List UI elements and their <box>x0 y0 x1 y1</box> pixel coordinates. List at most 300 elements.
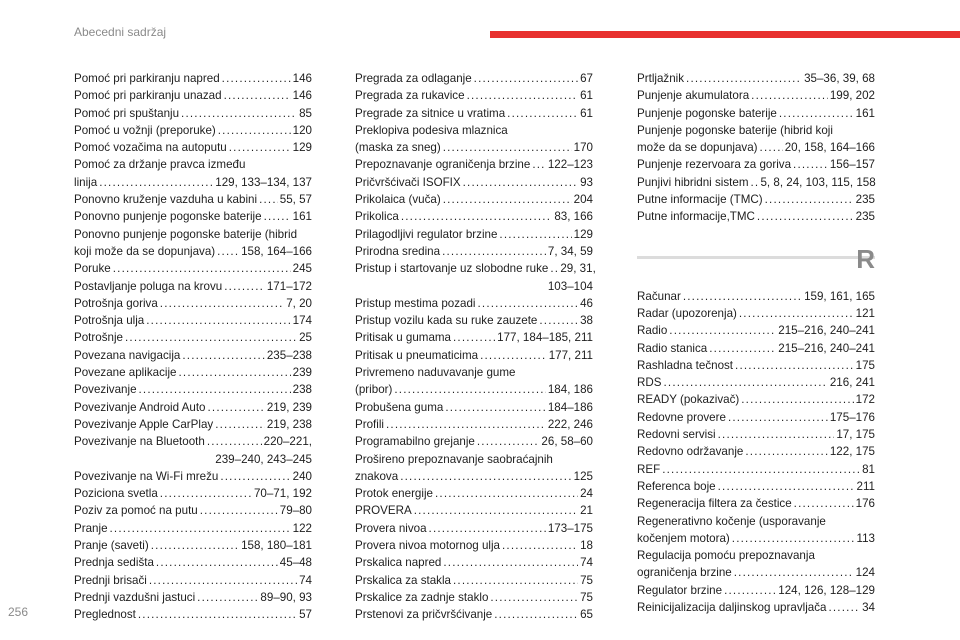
index-entry-pages: 211 <box>856 479 875 493</box>
index-entry-pages: 61 <box>580 106 593 120</box>
index-entry-pages: 67 <box>580 72 593 85</box>
dot-leader <box>765 191 854 208</box>
index-entry <box>74 606 312 623</box>
dot-leader <box>480 347 547 364</box>
index-entry-line <box>74 278 312 295</box>
index-entry-line <box>637 599 875 616</box>
index-entry-line <box>637 139 875 156</box>
index-entry-term: Pomoć pri parkiranju unazad <box>74 89 222 103</box>
index-entry-term: Prikolica <box>355 210 399 224</box>
index-entry-line <box>637 70 875 87</box>
dot-leader <box>718 478 855 495</box>
index-entry <box>74 468 312 485</box>
index-entry <box>74 278 312 295</box>
index-entry-line <box>355 589 593 606</box>
index-entry <box>355 156 593 173</box>
index-entry-pages: 156–157 <box>829 158 875 172</box>
index-entry-term: Pranje <box>74 521 108 535</box>
index-entry <box>355 105 593 122</box>
index-entry-pages: 235 <box>855 210 875 224</box>
dot-leader <box>502 537 578 554</box>
index-entry <box>637 495 875 512</box>
index-entry-line <box>355 191 593 208</box>
index-entry-term: Profili <box>355 417 384 431</box>
index-entry-pages: 113 <box>856 531 875 545</box>
index-entry <box>637 582 875 599</box>
dot-leader <box>224 87 291 104</box>
index-entry <box>74 105 312 122</box>
index-entry-term: Pričvršćivači ISOFIX <box>355 175 461 189</box>
index-entry <box>355 347 593 364</box>
dot-leader <box>539 312 578 329</box>
index-entry <box>74 381 312 398</box>
index-entry <box>355 554 593 571</box>
page-header-title: Abecedni sadržaj <box>74 25 167 39</box>
index-entry <box>355 520 593 537</box>
index-entry-pages: 26, 58–60 <box>541 435 593 449</box>
index-entry-line <box>74 295 312 312</box>
index-entry-term: Prskalice za zadnje staklo <box>355 590 489 604</box>
index-entry-pages: 177, 211 <box>548 348 593 362</box>
index-entry <box>74 87 312 104</box>
index-entry <box>355 226 593 243</box>
index-entry-pages: 129, 133–134, 137 <box>215 175 312 189</box>
index-entry-term: Pregrade za sitnice u vratima <box>355 106 506 120</box>
index-entry-pages: 122 <box>292 521 312 535</box>
index-entry-pages: 75 <box>580 590 593 604</box>
index-entry-pages: 215–216, 240–241 <box>778 324 875 338</box>
index-entry <box>74 416 312 433</box>
index-entry <box>637 122 875 157</box>
index-entry-pages: 124 <box>855 566 875 580</box>
index-entry-pages: 25 <box>299 331 312 345</box>
dot-leader <box>663 374 827 391</box>
index-entry-pages: 245 <box>292 262 312 276</box>
index-entry-term: READY (pokazivač) <box>637 393 740 407</box>
index-entry-line <box>355 226 593 243</box>
index-entry-term: ograničenja brzine <box>637 566 732 580</box>
index-entry-term: Prtljažnik <box>637 72 685 85</box>
index-entry-term: (maska za sneg) <box>355 141 441 155</box>
index-entry-line <box>637 340 875 357</box>
index-entry-line <box>74 329 312 346</box>
index-entry-pages: 216, 241 <box>829 376 875 390</box>
index-column-2 <box>355 70 596 624</box>
index-entry-term: Pomoć pri parkiranju napred <box>74 72 220 85</box>
dot-leader <box>224 278 265 295</box>
index-entry <box>74 70 312 87</box>
index-entry-term: Prednja sedišta <box>74 556 154 570</box>
index-entry-line <box>355 139 593 156</box>
index-entry-term: Povezivanje na Wi-Fi mrežu <box>74 469 219 483</box>
index-entry-line <box>74 191 312 208</box>
index-entry <box>74 208 312 225</box>
index-entry-term: koji može da se dopunjava) <box>74 244 216 258</box>
dot-leader <box>550 260 558 277</box>
index-entry-pages: 146 <box>292 72 312 85</box>
dot-leader <box>732 530 855 547</box>
index-entry-line <box>74 347 312 364</box>
index-entry-term: Ponovno punjenje pogonske baterije <box>74 210 262 224</box>
index-entry <box>355 433 593 450</box>
dot-leader <box>793 156 828 173</box>
index-entry-line <box>74 312 312 329</box>
index-entry-line <box>637 305 875 322</box>
index-entry-term: Prednji brisači <box>74 573 147 587</box>
dot-leader <box>445 399 546 416</box>
index-entry-term: Radio stanica <box>637 341 708 355</box>
dot-leader <box>181 105 297 122</box>
index-entry-pages: 61 <box>580 89 593 103</box>
index-entry-term: Povezivanje na Bluetooth <box>74 435 205 449</box>
index-entry-pages: 122–123 <box>547 158 593 172</box>
index-entry-term: Referenca boje <box>637 479 716 493</box>
index-entry-line <box>74 260 312 277</box>
index-entry <box>74 312 312 329</box>
index-entry <box>637 599 875 616</box>
index-entry-pages: 46 <box>580 296 593 310</box>
index-entry <box>637 547 875 582</box>
index-entry-term: Prilagodljivi regulator brzine <box>355 227 498 241</box>
index-entry-line <box>355 537 593 554</box>
index-entry-line <box>355 416 593 433</box>
index-entry <box>637 340 875 357</box>
index-entry-line <box>355 554 593 571</box>
index-entry <box>637 374 875 391</box>
index-entry-line <box>637 426 875 443</box>
index-entry-term: Radio <box>637 324 668 338</box>
index-entry-term: Potrošnje <box>74 331 123 345</box>
index-entry-term: Prskalica napred <box>355 556 442 570</box>
index-entry-term: Pristup vozilu kada su ruke zauzete <box>355 314 538 328</box>
dot-leader <box>741 391 853 408</box>
dot-leader <box>99 174 213 191</box>
index-entry-term: PROVERA <box>355 504 412 518</box>
index-entry-term-line: Pomoć za držanje pravca između <box>74 158 246 172</box>
index-entry-pages: 57 <box>299 608 312 622</box>
index-entry-line <box>74 502 312 519</box>
index-entry <box>355 122 593 157</box>
index-column-3-r-entries <box>637 288 875 617</box>
index-entry-term: Protok energije <box>355 487 433 501</box>
dot-leader <box>453 329 495 346</box>
index-entry-pages: 93 <box>580 175 593 189</box>
dot-leader <box>110 520 291 537</box>
index-entry <box>637 513 875 548</box>
dot-leader <box>220 468 290 485</box>
index-entry-term: kočenjem motora) <box>637 531 730 545</box>
dot-leader <box>197 589 258 606</box>
index-entry-line <box>355 329 593 346</box>
index-entry-term: Putne informacije,TMC <box>637 210 755 224</box>
dot-leader <box>739 305 854 322</box>
index-entry-term: (pribor) <box>355 383 393 397</box>
dot-leader <box>735 357 854 374</box>
index-entry-term: Prskalica za stakla <box>355 573 452 587</box>
dot-leader <box>207 433 262 450</box>
index-entry-pages: 158, 164–166 <box>241 244 312 258</box>
index-entry <box>637 426 875 443</box>
dot-leader <box>751 87 828 104</box>
index-entry-term: Postavljanje poluga na krovu <box>74 279 223 293</box>
index-entry-term: Prikolaica (vuča) <box>355 193 441 207</box>
dot-leader <box>453 572 578 589</box>
index-entry <box>74 122 312 139</box>
index-entry-term: Probušena guma <box>355 400 444 414</box>
index-entry <box>355 87 593 104</box>
index-entry-term: Povezana navigacija <box>74 348 181 362</box>
index-entry-line <box>355 312 593 329</box>
index-entry <box>355 260 596 295</box>
index-entry-term: Pregrada za rukavice <box>355 89 465 103</box>
index-entry-pages: 219, 238 <box>266 417 312 431</box>
dot-leader <box>474 70 578 87</box>
dot-leader <box>394 381 545 398</box>
index-entry <box>74 572 312 589</box>
dot-leader <box>709 340 776 357</box>
dot-leader <box>760 139 783 156</box>
dot-leader <box>138 606 297 623</box>
index-entry-line <box>355 156 593 173</box>
index-entry <box>637 409 875 426</box>
dot-leader <box>414 502 578 519</box>
index-entry-term: Redovne provere <box>637 410 726 424</box>
index-entry <box>355 312 593 329</box>
index-entry-line <box>637 495 875 512</box>
index-entry-term: Pregrada za odlaganje <box>355 72 472 85</box>
index-entry-pages: 161 <box>855 106 875 120</box>
index-entry-pages: 146 <box>292 89 312 103</box>
index-entry-pages: 29, 31, <box>560 262 596 276</box>
index-entry-line <box>74 381 312 398</box>
dot-leader <box>443 191 572 208</box>
dot-leader <box>429 520 546 537</box>
index-entry-line <box>355 381 593 398</box>
index-entry-pages: 38 <box>580 314 593 328</box>
index-entry-pages: 184–186 <box>547 400 593 414</box>
dot-leader <box>745 443 828 460</box>
index-entry <box>637 105 875 122</box>
index-entry-line <box>74 243 312 260</box>
index-entry <box>74 260 312 277</box>
index-entry-pages: 239 <box>292 366 312 380</box>
index-entry <box>637 461 875 478</box>
index-entry-pages: 89–90, 93 <box>260 590 312 604</box>
index-entry-line <box>637 443 875 460</box>
dot-leader <box>208 399 265 416</box>
index-entry-pages: 75 <box>580 573 593 587</box>
index-entry-line <box>355 295 593 312</box>
dot-leader <box>478 295 579 312</box>
index-entry-term: Ponovno kruženje vazduha u kabini <box>74 193 258 207</box>
index-entry-pages: 235 <box>855 193 875 207</box>
index-entry-pages: 7, 20 <box>286 296 312 310</box>
index-entry-term: Reinicijalizacija daljinskog upravljača <box>637 601 827 615</box>
index-entry-pages: 159, 161, 165 <box>804 289 875 303</box>
index-entry-term: Povezane aplikacije <box>74 366 177 380</box>
index-entry-pages: 240 <box>292 469 312 483</box>
index-entry-term: Redovno održavanje <box>637 445 744 459</box>
index-entry-line <box>637 530 875 547</box>
index-entry-pages: 83, 166 <box>554 210 593 224</box>
index-entry-line <box>637 322 875 339</box>
dot-leader <box>463 174 578 191</box>
index-entry-term: RDS <box>637 376 662 390</box>
index-entry-line <box>74 208 312 225</box>
index-entry-pages: 18 <box>580 539 593 553</box>
index-entry <box>355 191 593 208</box>
dot-leader <box>200 502 278 519</box>
index-entry-line <box>355 260 596 277</box>
index-entry-term: Računar <box>637 289 681 303</box>
index-entry-line <box>355 520 593 537</box>
index-entry <box>74 347 312 364</box>
index-entry-line <box>355 208 593 225</box>
index-entry-line <box>637 174 875 191</box>
index-entry-pages: 129 <box>292 141 312 155</box>
index-entry <box>355 243 593 260</box>
index-entry-term: Poziciona svetla <box>74 487 158 501</box>
dot-leader <box>443 554 578 571</box>
dot-leader <box>113 260 291 277</box>
index-entry <box>355 572 593 589</box>
index-entry <box>637 322 875 339</box>
index-entry <box>637 478 875 495</box>
index-entry <box>74 295 312 312</box>
dot-leader <box>532 156 546 173</box>
index-entry <box>355 174 593 191</box>
dot-leader <box>264 208 291 225</box>
index-entry-pages: 129 <box>573 227 593 241</box>
index-entry <box>74 364 312 381</box>
index-entry-term-line: Prošireno prepoznavanje saobraćajnih <box>355 452 553 466</box>
index-entry <box>355 295 593 312</box>
index-entry-line <box>74 537 312 554</box>
index-entry-term: Provera nivoa motornog ulja <box>355 539 501 553</box>
index-entry <box>355 399 593 416</box>
index-entry-term: Punjenje akumulatora <box>637 89 750 103</box>
index-entry-term: može da se dopunjava) <box>637 141 758 155</box>
index-entry-pages: 81 <box>862 462 875 476</box>
index-entry <box>74 589 312 606</box>
dot-leader <box>662 461 860 478</box>
index-entry-pages: 177, 184–185, 211 <box>497 331 593 345</box>
dot-leader <box>443 139 572 156</box>
dot-leader <box>178 364 290 381</box>
index-entry-pages: 170 <box>573 141 593 155</box>
index-entry-term: Prednji vazdušni jastuci <box>74 590 196 604</box>
index-entry-line <box>74 122 312 139</box>
index-entry-term: Prstenovi za pričvršćivanje <box>355 608 493 622</box>
index-entry-line <box>74 105 312 122</box>
index-entry-pages: 161 <box>292 210 312 224</box>
dot-leader <box>229 139 291 156</box>
dot-leader <box>499 226 571 243</box>
index-entry <box>637 305 875 322</box>
index-entry-pages: 125 <box>573 469 593 483</box>
index-entry-term: Pristup mestima pozadi <box>355 296 476 310</box>
dot-leader <box>683 288 802 305</box>
index-entry-line <box>637 156 875 173</box>
page-number: 256 <box>8 605 29 619</box>
index-entry-pages: 175–176 <box>829 410 875 424</box>
index-entry-term: Programabilno grejanje <box>355 435 475 449</box>
dot-leader <box>218 122 291 139</box>
dot-leader <box>139 381 291 398</box>
dot-leader <box>724 582 776 599</box>
index-entry <box>355 502 593 519</box>
section-divider <box>637 256 875 259</box>
index-entry-line <box>637 288 875 305</box>
index-entry-line <box>74 485 312 502</box>
index-entry-term: Pomoć u vožnji (preporuke) <box>74 123 216 137</box>
index-entry-term: Pomoć pri spuštanju <box>74 106 180 120</box>
dot-leader <box>386 416 546 433</box>
index-entry-term: Punjivi hibridni sistem <box>637 175 749 189</box>
dot-leader <box>477 433 540 450</box>
index-entry-pages: 175 <box>855 358 875 372</box>
index-entry <box>74 399 312 416</box>
dot-leader <box>400 468 571 485</box>
index-entry-term-line: Regulacija pomoću prepoznavanja <box>637 549 815 563</box>
index-entry-line <box>355 399 593 416</box>
index-entry-term: Povezivanje <box>74 383 137 397</box>
index-entry-line <box>637 105 875 122</box>
index-entry-term: linija <box>74 175 98 189</box>
index-column-1 <box>74 70 312 624</box>
index-entry-pages: 55, 57 <box>279 193 312 207</box>
index-entry-term: Regulator brzine <box>637 583 723 597</box>
header-accent-bar <box>490 31 960 38</box>
index-entry-term-line: Ponovno punjenje pogonske baterije (hibrid <box>74 227 298 241</box>
index-entry-pages: 184, 186 <box>547 383 593 397</box>
index-entry <box>74 191 312 208</box>
index-entry-pages: 173–175 <box>547 521 593 535</box>
dot-leader <box>494 606 578 623</box>
index-entry-line <box>637 478 875 495</box>
index-entry-pages: 17, 175 <box>836 428 875 442</box>
index-entry-pages: 7, 34, 59 <box>547 244 593 258</box>
index-entry-term: Preglednost <box>74 608 136 622</box>
index-entry-pages: 235–238 <box>266 348 312 362</box>
index-entry <box>74 329 312 346</box>
index-entry-pages: 65 <box>580 608 593 622</box>
index-entry-pages: 45–48 <box>279 556 312 570</box>
index-entry-term: Poruke <box>74 262 111 276</box>
index-entry-line <box>637 374 875 391</box>
index-entry-line <box>74 468 312 485</box>
index-entry <box>355 451 593 486</box>
index-entry-term: Prirodna sredina <box>355 244 441 258</box>
index-entry-term: Pomoć vozačima na autoputu <box>74 141 227 155</box>
index-entry-term: Potrošnja goriva <box>74 296 158 310</box>
index-entry-term: Pritisak u gumama <box>355 331 452 345</box>
index-entry-term-line: Regenerativno kočenje (usporavanje <box>637 514 826 528</box>
index-entry-pages: 220–221, <box>263 435 312 449</box>
index-entry-term-line: Punjenje pogonske baterije (hibrid koji <box>637 123 833 137</box>
section-header-r <box>637 230 875 288</box>
index-entry-term: Regeneracija filtera za čestice <box>637 497 792 511</box>
index-entry-line <box>355 174 593 191</box>
index-entry-pages: 20, 158, 164–166 <box>784 141 875 155</box>
dot-leader <box>435 485 578 502</box>
index-entry-pages: 24 <box>580 487 593 501</box>
dot-leader <box>669 322 776 339</box>
index-entry-line <box>74 139 312 156</box>
index-entry-line <box>355 502 593 519</box>
index-entry <box>355 537 593 554</box>
index-entry-term: Pritisak u pneumaticima <box>355 348 479 362</box>
